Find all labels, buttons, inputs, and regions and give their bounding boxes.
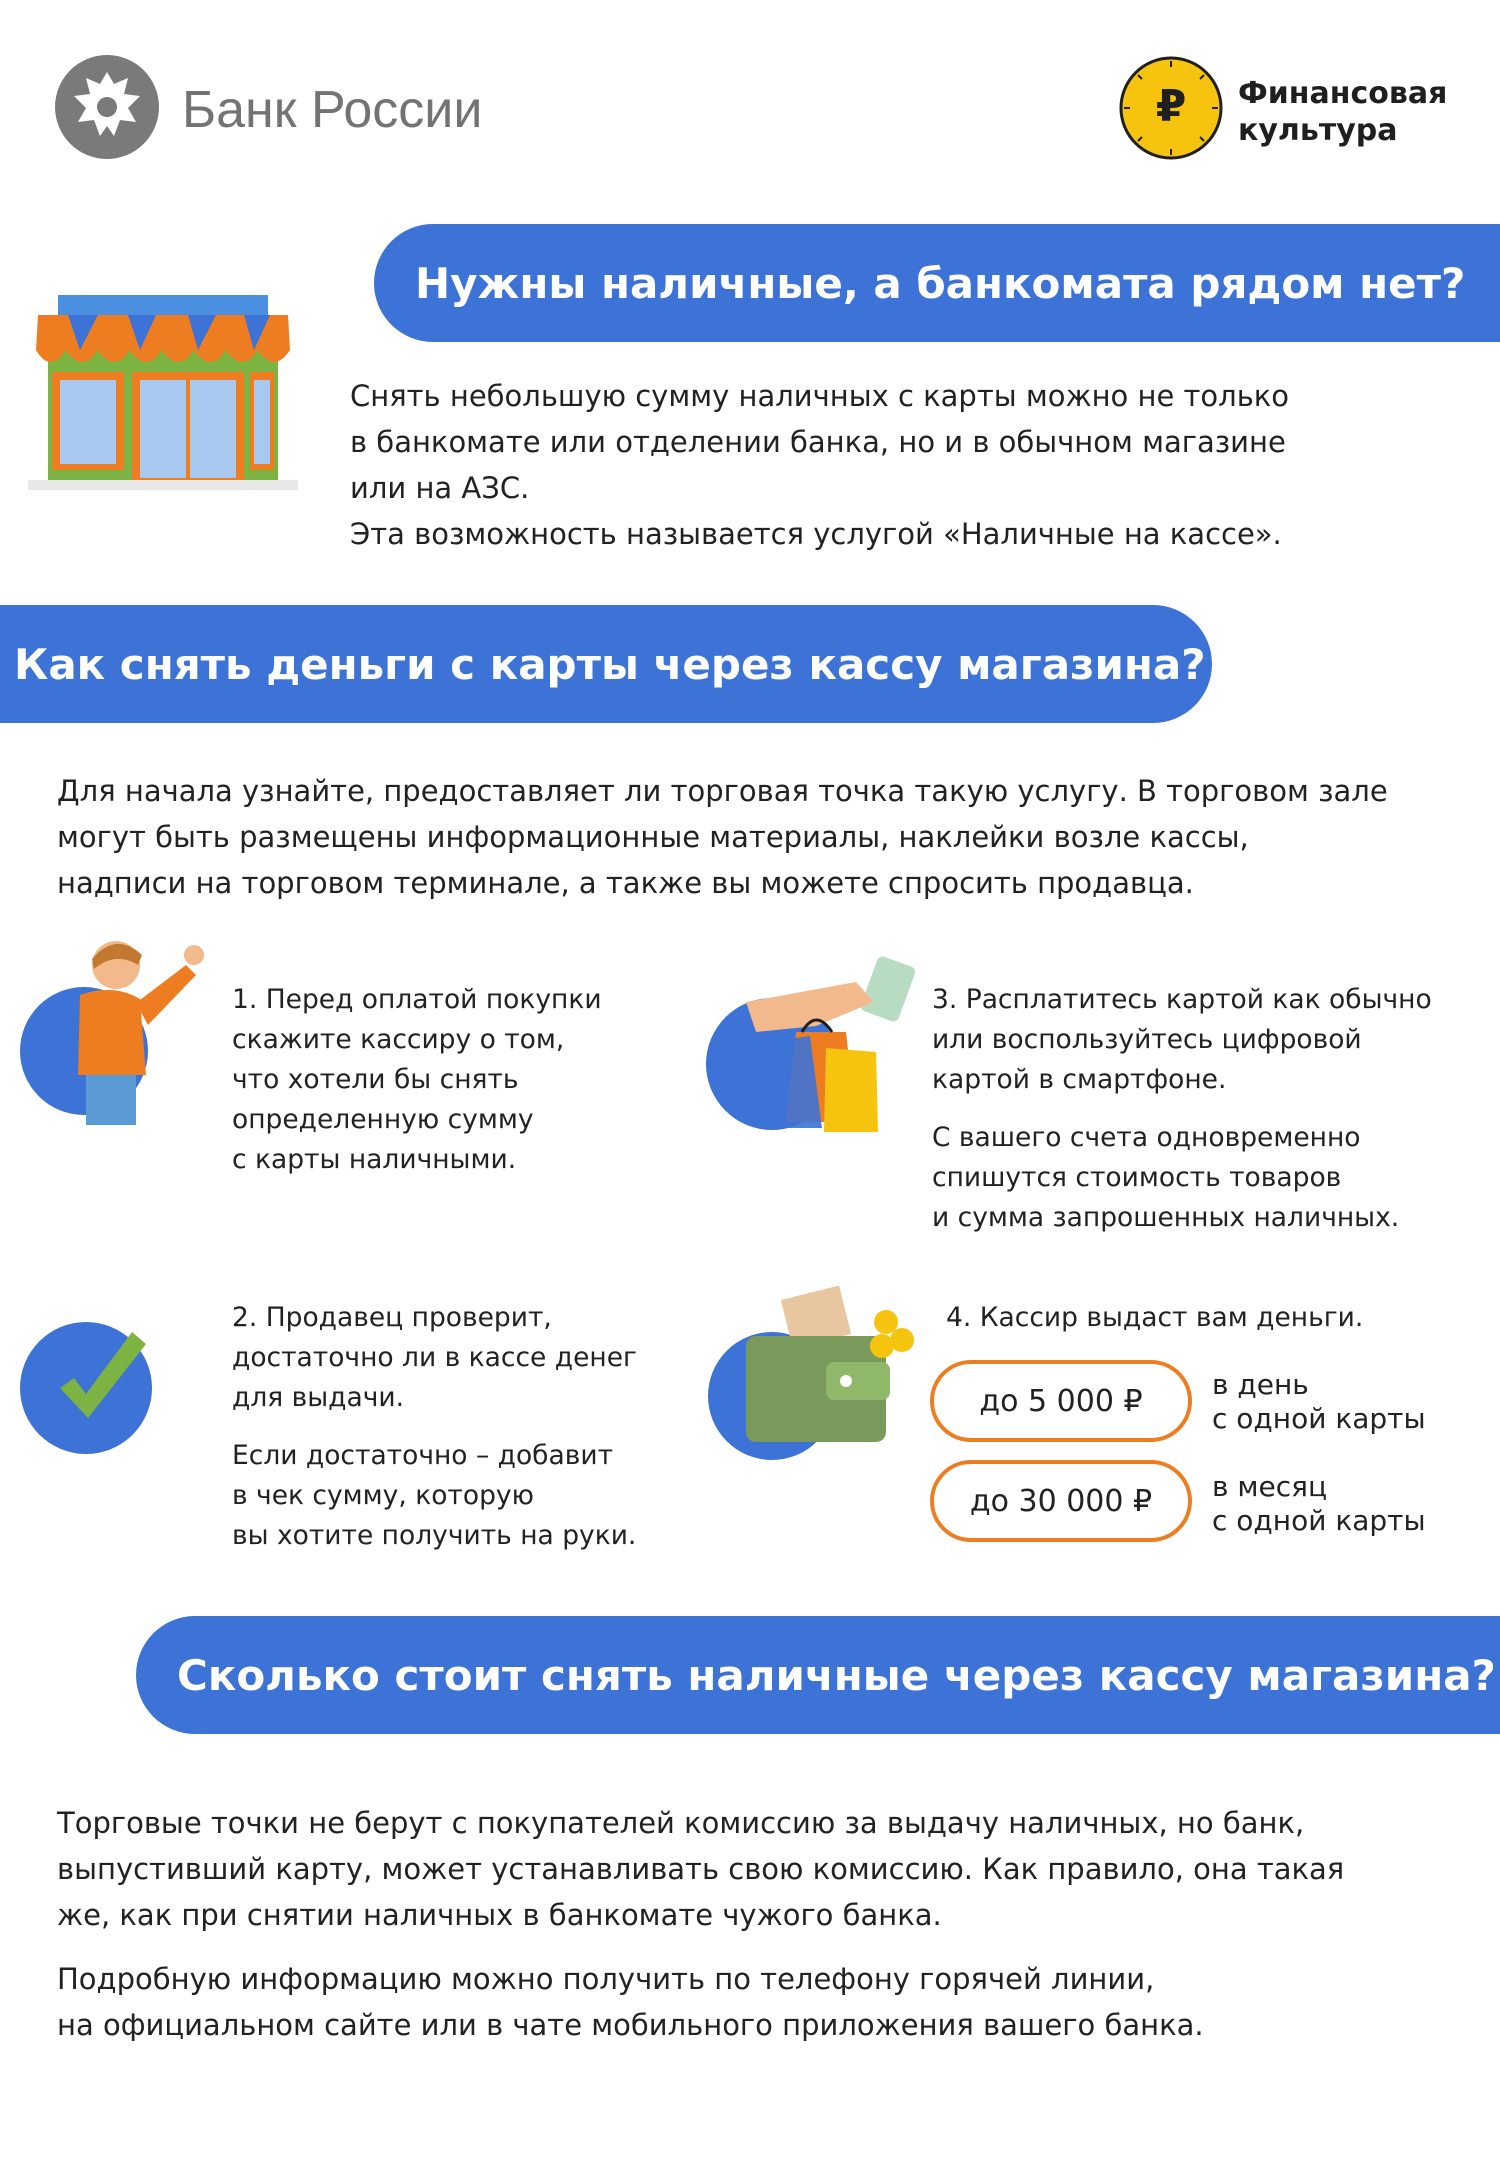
- eagle-emblem-icon: [52, 52, 162, 162]
- limit-daily-badge: до 5 000 ₽: [930, 1360, 1192, 1442]
- step2-illustration: [20, 1318, 160, 1458]
- bank-of-russia-logo: [52, 52, 492, 162]
- cost-text: Торговые точки не берут с покупателей комиссию за выдачу наличных, но банк, выпустивший карту, может устанавливать свою комиссию. Как правило, она такая же, как при снятии наличных в банкомате чужого банка. Подробную информацию можно получить по телефону горячей линии, на официальном сайте или в чате мобильного приложения вашего банка.: [57, 1806, 1345, 2042]
- banner-title: Нужны наличные, а банкомата рядом нет?: [415, 258, 1466, 308]
- step3-illustration: [706, 952, 916, 1152]
- step4-text: 4. Кассир выдаст вам деньги.: [946, 1302, 1364, 1333]
- banner-title: Сколько стоит снять наличные через кассу магазина?: [177, 1650, 1496, 1700]
- step2-text: 2. Продавец проверит, достаточно ли в кассе денег для выдачи. Если достаточно – добавит в чек сумму, которую вы хотите получить на руки.: [232, 1302, 637, 1551]
- how-intro-text: Для начала узнайте, предоставляет ли торговая точка такую услугу. В торговом зале могут быть размещены информационные материалы, наклейки возле кассы, надписи на торговом терминале, а также вы можете спросить продавца.: [57, 774, 1388, 900]
- financial-culture-logo: [1118, 55, 1458, 165]
- banner-cost: [136, 1616, 1500, 1734]
- step1-illustration: [18, 925, 218, 1125]
- banner-how-to-withdraw: [0, 605, 1212, 723]
- limit-monthly-note: в месяц с одной карты: [1212, 1470, 1426, 1537]
- financial-culture-title: Финансовая культура: [1238, 76, 1448, 148]
- step4-illustration: [706, 1286, 916, 1466]
- step1-text: 1. Перед оплатой покупки скажите кассиру о том, что хотели бы снять определенную сумму с карты наличными.: [232, 984, 602, 1175]
- person-pointing-icon: [18, 925, 218, 1125]
- bank-name: Банк России: [182, 81, 483, 139]
- limit-monthly-badge: до 30 000 ₽: [930, 1460, 1192, 1542]
- banner-need-cash: [374, 224, 1500, 342]
- banner-title: Как снять деньги с карты через кассу магазина?: [14, 639, 1206, 689]
- ruble-symbol: ₽: [1155, 81, 1187, 132]
- shop-icon: [28, 290, 298, 500]
- limit-daily-note: в день с одной карты: [1212, 1368, 1426, 1435]
- shopping-bags-icon: [706, 952, 916, 1152]
- wallet-icon: [706, 1286, 916, 1466]
- intro-text: Снять небольшую сумму наличных с карты можно не только в банкомате или отделении банка, но и в обычном магазине или на АЗС. Эта возможность называется услугой «Наличные на кассе».: [350, 379, 1290, 551]
- shop-illustration: [28, 290, 298, 500]
- step3-text: 3. Расплатитесь картой как обычно или воспользуйтесь цифровой картой в смартфоне. С вашего счета одновременно спишутся стоимость товаров и сумма запрошенных наличных.: [932, 984, 1432, 1233]
- checkmark-icon: [20, 1318, 160, 1458]
